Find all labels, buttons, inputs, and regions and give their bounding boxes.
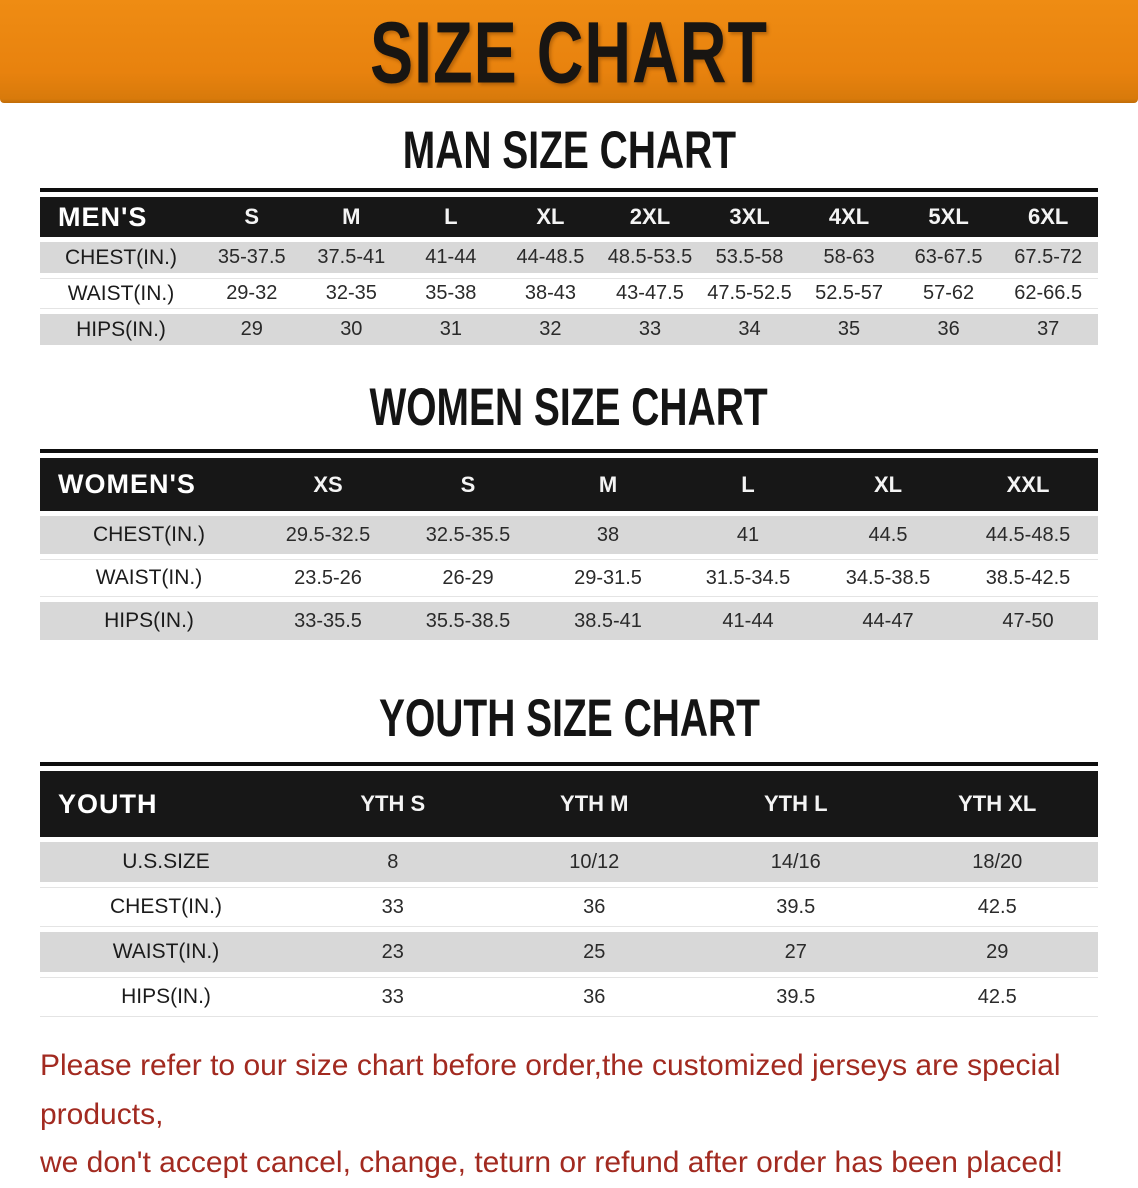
size-value: 44.5-48.5 — [958, 516, 1098, 554]
womens-size-table — [40, 449, 1098, 645]
row-label: CHEST(IN.) — [40, 242, 202, 273]
youth-section-heading-text: YOUTH SIZE CHART — [378, 688, 760, 748]
measurement-row — [40, 278, 1098, 309]
size-value: 38-43 — [501, 278, 601, 309]
size-value: 25 — [494, 932, 696, 972]
size-value: 38.5-41 — [538, 602, 678, 640]
measurement-row — [40, 842, 1098, 882]
size-value: 23 — [292, 932, 494, 972]
size-column-header: YTH L — [695, 771, 897, 837]
size-value: 27 — [695, 932, 897, 972]
size-value: 44-48.5 — [501, 242, 601, 273]
row-label: WAIST(IN.) — [40, 559, 258, 597]
man-section-heading-text: MAN SIZE CHART — [402, 120, 736, 180]
disclaimer-line-1: Please refer to our size chart before order,the customized jerseys are special products, — [40, 1049, 1061, 1131]
size-chart-banner — [0, 0, 1138, 103]
row-label: U.S.SIZE — [40, 842, 292, 882]
size-value: 29.5-32.5 — [258, 516, 398, 554]
order-disclaimer — [40, 1042, 1098, 1188]
size-value: 34 — [700, 314, 800, 345]
size-column-header: 3XL — [700, 197, 800, 237]
size-value: 29 — [897, 932, 1099, 972]
size-value: 14/16 — [695, 842, 897, 882]
size-value: 32-35 — [302, 278, 402, 309]
size-value: 47-50 — [958, 602, 1098, 640]
size-column-header: S — [202, 197, 302, 237]
size-value: 44-47 — [818, 602, 958, 640]
size-value: 63-67.5 — [899, 242, 999, 273]
size-value: 47.5-52.5 — [700, 278, 800, 309]
table-group-label: MEN'S — [40, 197, 202, 237]
row-label: HIPS(IN.) — [40, 977, 292, 1017]
size-value: 62-66.5 — [998, 278, 1098, 309]
size-column-header: M — [302, 197, 402, 237]
table-group-label: YOUTH — [40, 771, 292, 837]
size-value: 31.5-34.5 — [678, 559, 818, 597]
size-value: 31 — [401, 314, 501, 345]
size-value: 58-63 — [799, 242, 899, 273]
size-value: 23.5-26 — [258, 559, 398, 597]
size-value: 35-37.5 — [202, 242, 302, 273]
size-header-row — [40, 197, 1098, 237]
size-column-header: 4XL — [799, 197, 899, 237]
size-value: 41-44 — [678, 602, 818, 640]
size-value: 42.5 — [897, 887, 1099, 927]
size-value: 39.5 — [695, 977, 897, 1017]
measurement-row — [40, 932, 1098, 972]
size-value: 36 — [899, 314, 999, 345]
size-value: 33 — [292, 977, 494, 1017]
youth-size-section — [0, 688, 1138, 1022]
row-label: HIPS(IN.) — [40, 602, 258, 640]
size-value: 48.5-53.5 — [600, 242, 700, 273]
row-label: CHEST(IN.) — [40, 516, 258, 554]
banner-title: SIZE CHART — [370, 2, 768, 101]
size-value: 43-47.5 — [600, 278, 700, 309]
size-column-header: S — [398, 458, 538, 511]
youth-size-table — [40, 762, 1098, 1022]
size-value: 41-44 — [401, 242, 501, 273]
size-column-header: YTH S — [292, 771, 494, 837]
size-column-header: YTH XL — [897, 771, 1099, 837]
size-value: 36 — [494, 977, 696, 1017]
size-value: 35-38 — [401, 278, 501, 309]
size-value: 29-31.5 — [538, 559, 678, 597]
size-value: 33 — [600, 314, 700, 345]
size-value: 37.5-41 — [302, 242, 402, 273]
row-label: CHEST(IN.) — [40, 887, 292, 927]
size-value: 35 — [799, 314, 899, 345]
size-header-row — [40, 458, 1098, 511]
man-size-section — [0, 120, 1138, 350]
size-header-row — [40, 771, 1098, 837]
table-group-label: WOMEN'S — [40, 458, 258, 511]
size-column-header: XS — [258, 458, 398, 511]
size-value: 41 — [678, 516, 818, 554]
size-value: 37 — [998, 314, 1098, 345]
measurement-row — [40, 887, 1098, 927]
size-column-header: L — [401, 197, 501, 237]
women-section-heading — [0, 377, 1138, 437]
row-label: HIPS(IN.) — [40, 314, 202, 345]
size-column-header: XL — [501, 197, 601, 237]
size-value: 29-32 — [202, 278, 302, 309]
size-column-header: XL — [818, 458, 958, 511]
size-value: 8 — [292, 842, 494, 882]
women-size-section — [0, 377, 1138, 645]
mens-size-table — [40, 188, 1098, 350]
disclaimer-line-2: we don't accept cancel, change, teturn or refund after order has been placed! — [40, 1146, 1064, 1180]
measurement-row — [40, 977, 1098, 1017]
measurement-row — [40, 602, 1098, 640]
size-value: 42.5 — [897, 977, 1099, 1017]
row-label: WAIST(IN.) — [40, 278, 202, 309]
measurement-row — [40, 516, 1098, 554]
size-value: 26-29 — [398, 559, 538, 597]
size-column-header: 5XL — [899, 197, 999, 237]
size-value: 33 — [292, 887, 494, 927]
size-value: 44.5 — [818, 516, 958, 554]
size-value: 38 — [538, 516, 678, 554]
size-value: 29 — [202, 314, 302, 345]
size-column-header: XXL — [958, 458, 1098, 511]
size-value: 32.5-35.5 — [398, 516, 538, 554]
size-value: 36 — [494, 887, 696, 927]
measurement-row — [40, 314, 1098, 345]
size-column-header: M — [538, 458, 678, 511]
size-value: 18/20 — [897, 842, 1099, 882]
size-value: 32 — [501, 314, 601, 345]
size-value: 67.5-72 — [998, 242, 1098, 273]
size-value: 39.5 — [695, 887, 897, 927]
size-value: 57-62 — [899, 278, 999, 309]
size-value: 34.5-38.5 — [818, 559, 958, 597]
size-value: 30 — [302, 314, 402, 345]
size-value: 52.5-57 — [799, 278, 899, 309]
size-column-header: L — [678, 458, 818, 511]
man-section-heading — [0, 120, 1138, 180]
size-value: 33-35.5 — [258, 602, 398, 640]
row-label: WAIST(IN.) — [40, 932, 292, 972]
youth-section-heading — [0, 688, 1138, 748]
size-value: 35.5-38.5 — [398, 602, 538, 640]
measurement-row — [40, 559, 1098, 597]
size-column-header: 2XL — [600, 197, 700, 237]
size-column-header: YTH M — [494, 771, 696, 837]
size-value: 10/12 — [494, 842, 696, 882]
size-value: 38.5-42.5 — [958, 559, 1098, 597]
size-column-header: 6XL — [998, 197, 1098, 237]
size-value: 53.5-58 — [700, 242, 800, 273]
measurement-row — [40, 242, 1098, 273]
women-section-heading-text: WOMEN SIZE CHART — [369, 377, 769, 437]
